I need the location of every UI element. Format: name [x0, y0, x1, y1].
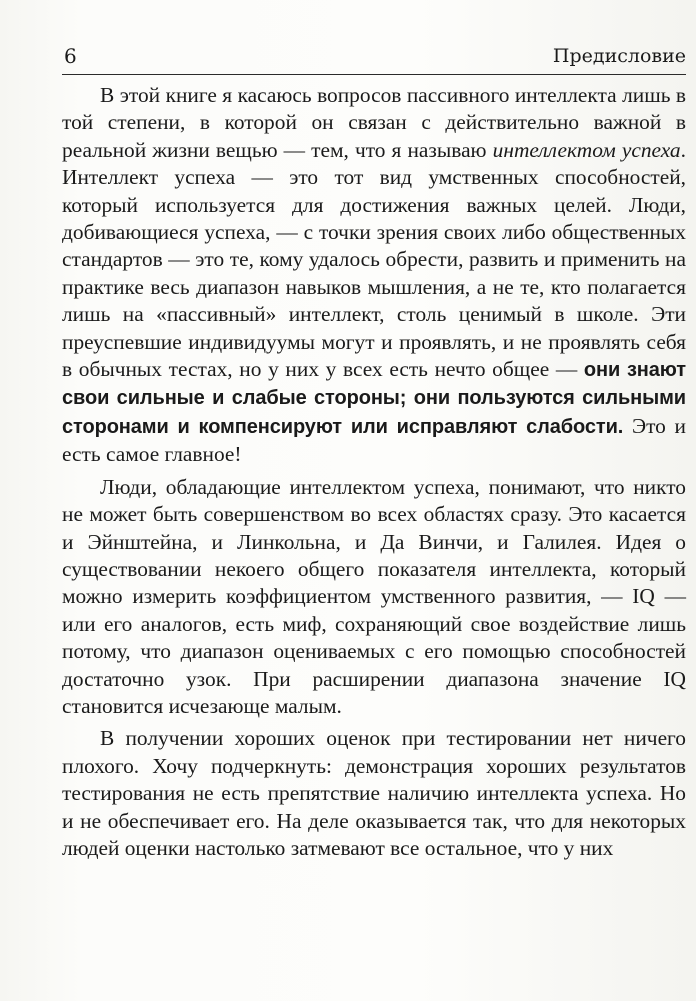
paragraph-3: В получении хороших оценок при тестировании нет ничего плохого. Хочу подчеркнуть: демонстрация хороших результатов тестирования не есть препятствие наличию интеллекта успеха. Но и не обеспечивает его. На деле оказывается так, что для некоторых людей оценки настолько затмевают все остальное, что у них: [62, 726, 686, 860]
body-text: [62, 82, 686, 862]
paragraph-1-text-b: . Интеллект успеха — это тот вид умственных способностей, который используется для достижения важных целей. Люди, добивающиеся успеха, — с точки зрения своих либо общественных стандартов — это те, кому удалось обрести, развить и применить на практике весь диапазон навыков мышления, а не те, кто полагается лишь на «пассивный» интеллект, столь ценимый в школе. Эти преуспевшие индивидуумы могут и проявлять, и не проявлять себя в обычных тестах, но у них у всех есть нечто общее —: [62, 137, 686, 382]
page-number: 6: [64, 44, 77, 68]
paragraph-1-bold-statement: они знают свои сильные и слабые стороны; они пользуются сильными сторонами и компенсируют или исправляют слабости.: [62, 359, 686, 438]
paragraph-1-text-c: Это и есть самое главное!: [62, 413, 687, 467]
paragraph-2: Люди, обладающие интеллектом успеха, понимают, что никто не может быть совершенством во всех областях сразу. Это касается и Эйнштейна, и Линкольна, и Да Винчи, и Галилея. Идея о существовании некоего общего показателя интеллекта, который можно измерить коэффициентом умственного развития, — IQ — или его аналогов, есть миф, сохраняющий свое воздействие лишь потому, что диапазон оцениваемых с его помощью способностей достаточно узок. При расширении диапазона значение IQ становится исчезающе малым.: [62, 474, 686, 718]
paragraph-1: [62, 82, 686, 469]
page-header: [62, 40, 686, 75]
running-head: Предисловие: [552, 45, 686, 67]
paragraph-1-italic-term: интеллектом успеха: [492, 137, 681, 162]
paragraph-1-text-a: В этой книге я касаюсь вопросов пассивного интеллекта лишь в той степени, в которой он связан с действительно важной в реальной жизни вещью — тем, что я называю: [62, 83, 686, 162]
